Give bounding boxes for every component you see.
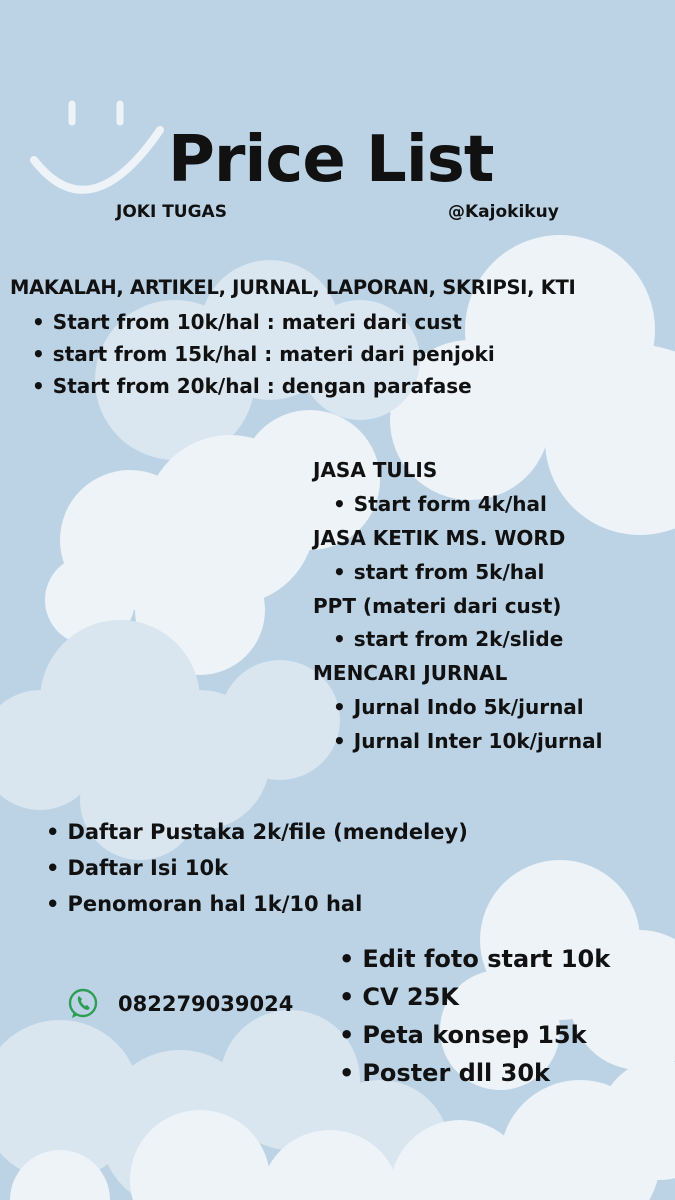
list-item: • Start form 4k/hal — [333, 492, 547, 516]
phone-number: 082279039024 — [118, 992, 294, 1016]
list-item: • Start from 10k/hal : materi dari cust — [32, 310, 462, 334]
list-item: • Daftar Pustaka 2k/file (mendeley) — [46, 820, 468, 844]
whatsapp-icon — [66, 987, 100, 1021]
list-item: • start from 15k/hal : materi dari penjoki — [32, 342, 495, 366]
section-title: MENCARI JURNAL — [313, 661, 508, 685]
subtitle: JOKI TUGAS — [116, 202, 227, 222]
list-item: • Edit foto start 10k — [339, 945, 610, 973]
social-handle: @Kajokikuy — [448, 202, 559, 222]
list-item: • Penomoran hal 1k/10 hal — [46, 892, 362, 916]
list-item: • Start from 20k/hal : dengan parafase — [32, 374, 472, 398]
smiley-icon — [34, 104, 160, 190]
list-item: • Jurnal Indo 5k/jurnal — [333, 695, 584, 719]
main-service-heading: MAKALAH, ARTIKEL, JURNAL, LAPORAN, SKRIPSI, KTI — [10, 276, 576, 299]
list-item: • start from 2k/slide — [333, 627, 563, 651]
section-title: PPT (materi dari cust) — [313, 594, 562, 618]
section-title: JASA KETIK MS. WORD — [313, 526, 566, 550]
list-item: • Daftar Isi 10k — [46, 856, 228, 880]
page-title: Price List — [168, 123, 494, 197]
list-item: • CV 25K — [339, 983, 459, 1011]
list-item: • start from 5k/hal — [333, 560, 544, 584]
list-item: • Poster dll 30k — [339, 1059, 550, 1087]
list-item: • Peta konsep 15k — [339, 1021, 587, 1049]
list-item: • Jurnal Inter 10k/jurnal — [333, 729, 603, 753]
section-title: JASA TULIS — [313, 458, 438, 482]
